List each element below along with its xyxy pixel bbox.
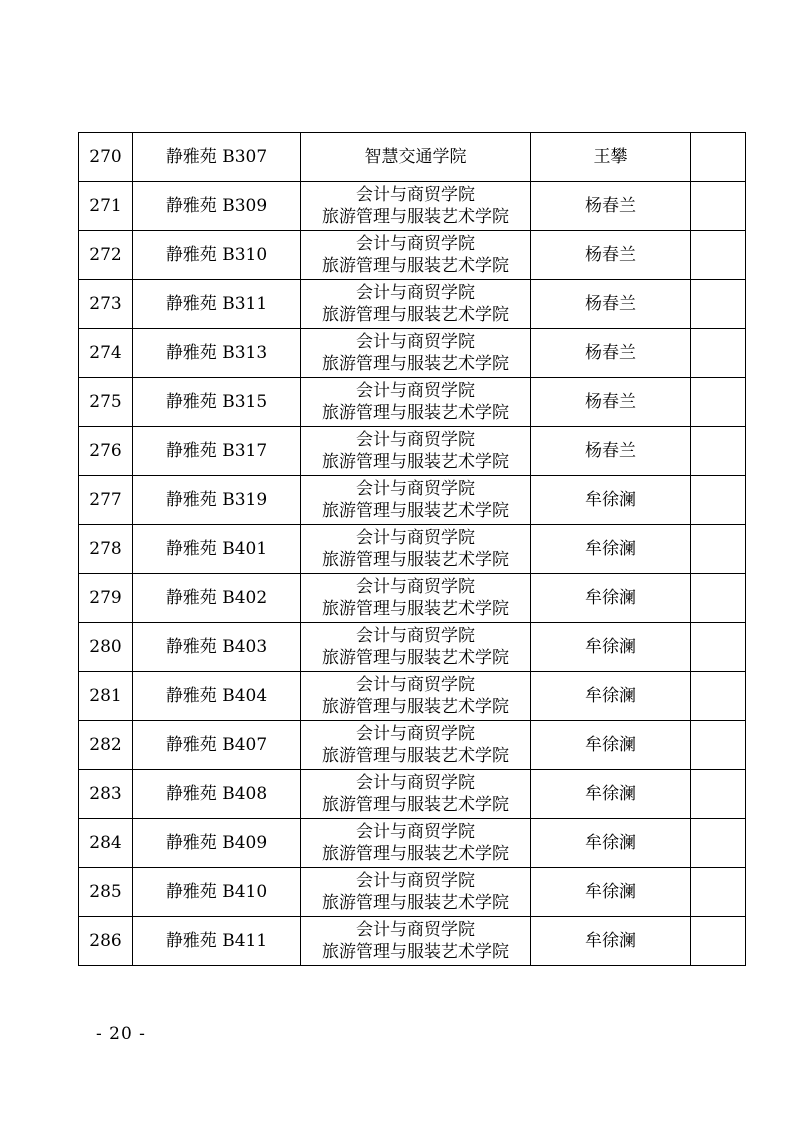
person-cell: 牟徐澜	[531, 770, 691, 819]
room-cell: 静雅苑 B411	[133, 917, 301, 966]
college-name: 会计与商贸学院	[356, 528, 475, 548]
college-name: 会计与商贸学院	[356, 283, 475, 303]
room-cell: 静雅苑 B403	[133, 623, 301, 672]
college-name: 旅游管理与服装艺术学院	[322, 403, 509, 423]
college-cell	[301, 476, 531, 525]
room-cell: 静雅苑 B313	[133, 329, 301, 378]
college-name: 会计与商贸学院	[356, 381, 475, 401]
note-cell	[691, 868, 746, 917]
page-number: - 20 -	[96, 1024, 146, 1044]
college-cell	[301, 917, 531, 966]
table-row	[79, 427, 746, 476]
college-cell	[301, 329, 531, 378]
note-cell	[691, 770, 746, 819]
college-name: 会计与商贸学院	[356, 871, 475, 891]
note-cell	[691, 329, 746, 378]
person-cell: 杨春兰	[531, 378, 691, 427]
college-name: 会计与商贸学院	[356, 920, 475, 940]
college-cell	[301, 427, 531, 476]
person-cell: 牟徐澜	[531, 917, 691, 966]
college-name: 会计与商贸学院	[356, 822, 475, 842]
college-cell	[301, 672, 531, 721]
college-name: 旅游管理与服装艺术学院	[322, 501, 509, 521]
row-number-cell: 274	[79, 329, 133, 378]
person-cell: 杨春兰	[531, 329, 691, 378]
room-cell: 静雅苑 B307	[133, 133, 301, 182]
college-cell	[301, 770, 531, 819]
note-cell	[691, 721, 746, 770]
note-cell	[691, 623, 746, 672]
note-cell	[691, 917, 746, 966]
row-number-cell: 284	[79, 819, 133, 868]
note-cell	[691, 231, 746, 280]
room-cell: 静雅苑 B407	[133, 721, 301, 770]
college-name: 旅游管理与服装艺术学院	[322, 844, 509, 864]
college-name: 会计与商贸学院	[356, 724, 475, 744]
college-name: 会计与商贸学院	[356, 185, 475, 205]
person-cell: 牟徐澜	[531, 476, 691, 525]
college-name: 会计与商贸学院	[356, 773, 475, 793]
college-cell	[301, 280, 531, 329]
row-number-cell: 272	[79, 231, 133, 280]
college-name: 旅游管理与服装艺术学院	[322, 648, 509, 668]
person-cell: 牟徐澜	[531, 623, 691, 672]
college-name: 会计与商贸学院	[356, 479, 475, 499]
college-cell	[301, 819, 531, 868]
table-row	[79, 476, 746, 525]
college-cell	[301, 868, 531, 917]
college-name: 旅游管理与服装艺术学院	[322, 746, 509, 766]
college-cell	[301, 231, 531, 280]
room-cell: 静雅苑 B402	[133, 574, 301, 623]
table-row	[79, 770, 746, 819]
college-name: 旅游管理与服装艺术学院	[322, 550, 509, 570]
person-cell: 杨春兰	[531, 182, 691, 231]
row-number-cell: 276	[79, 427, 133, 476]
room-cell: 静雅苑 B309	[133, 182, 301, 231]
table-row	[79, 133, 746, 182]
room-cell: 静雅苑 B404	[133, 672, 301, 721]
college-name: 旅游管理与服装艺术学院	[322, 452, 509, 472]
note-cell	[691, 525, 746, 574]
college-name: 旅游管理与服装艺术学院	[322, 599, 509, 619]
table-body	[79, 133, 746, 966]
college-name: 会计与商贸学院	[356, 332, 475, 352]
college-cell	[301, 182, 531, 231]
room-cell: 静雅苑 B317	[133, 427, 301, 476]
person-cell: 牟徐澜	[531, 721, 691, 770]
college-name: 旅游管理与服装艺术学院	[322, 697, 509, 717]
table-row	[79, 525, 746, 574]
row-number-cell: 271	[79, 182, 133, 231]
person-cell: 王攀	[531, 133, 691, 182]
room-cell: 静雅苑 B408	[133, 770, 301, 819]
college-name: 智慧交通学院	[364, 147, 467, 167]
row-number-cell: 281	[79, 672, 133, 721]
college-cell	[301, 623, 531, 672]
table-row	[79, 231, 746, 280]
college-name: 旅游管理与服装艺术学院	[322, 893, 509, 913]
college-name: 会计与商贸学院	[356, 577, 475, 597]
table-row	[79, 574, 746, 623]
room-cell: 静雅苑 B409	[133, 819, 301, 868]
table-row	[79, 672, 746, 721]
note-cell	[691, 182, 746, 231]
note-cell	[691, 133, 746, 182]
person-cell: 杨春兰	[531, 427, 691, 476]
note-cell	[691, 280, 746, 329]
table-row	[79, 182, 746, 231]
person-cell: 杨春兰	[531, 280, 691, 329]
college-name: 会计与商贸学院	[356, 626, 475, 646]
college-name: 旅游管理与服装艺术学院	[322, 795, 509, 815]
college-cell	[301, 525, 531, 574]
note-cell	[691, 378, 746, 427]
college-name: 旅游管理与服装艺术学院	[322, 305, 509, 325]
college-cell	[301, 574, 531, 623]
row-number-cell: 280	[79, 623, 133, 672]
row-number-cell: 273	[79, 280, 133, 329]
person-cell: 牟徐澜	[531, 525, 691, 574]
room-cell: 静雅苑 B410	[133, 868, 301, 917]
room-cell: 静雅苑 B319	[133, 476, 301, 525]
row-number-cell: 270	[79, 133, 133, 182]
row-number-cell: 275	[79, 378, 133, 427]
room-cell: 静雅苑 B401	[133, 525, 301, 574]
row-number-cell: 279	[79, 574, 133, 623]
row-number-cell: 283	[79, 770, 133, 819]
row-number-cell: 277	[79, 476, 133, 525]
table-row	[79, 917, 746, 966]
person-cell: 牟徐澜	[531, 819, 691, 868]
room-cell: 静雅苑 B315	[133, 378, 301, 427]
row-number-cell: 286	[79, 917, 133, 966]
college-name: 会计与商贸学院	[356, 234, 475, 254]
person-cell: 牟徐澜	[531, 868, 691, 917]
row-number-cell: 285	[79, 868, 133, 917]
table-row	[79, 329, 746, 378]
person-cell: 杨春兰	[531, 231, 691, 280]
room-cell: 静雅苑 B310	[133, 231, 301, 280]
note-cell	[691, 672, 746, 721]
table-row	[79, 378, 746, 427]
college-name: 会计与商贸学院	[356, 430, 475, 450]
row-number-cell: 278	[79, 525, 133, 574]
college-name: 旅游管理与服装艺术学院	[322, 256, 509, 276]
table-row	[79, 868, 746, 917]
table-row	[79, 721, 746, 770]
person-cell: 牟徐澜	[531, 574, 691, 623]
college-cell	[301, 378, 531, 427]
college-name: 旅游管理与服装艺术学院	[322, 942, 509, 962]
note-cell	[691, 574, 746, 623]
table-row	[79, 623, 746, 672]
table-row	[79, 819, 746, 868]
table-row	[79, 280, 746, 329]
note-cell	[691, 427, 746, 476]
person-cell: 牟徐澜	[531, 672, 691, 721]
assignment-table	[78, 132, 746, 966]
college-cell	[301, 133, 531, 182]
college-name: 旅游管理与服装艺术学院	[322, 354, 509, 374]
college-name: 会计与商贸学院	[356, 675, 475, 695]
row-number-cell: 282	[79, 721, 133, 770]
note-cell	[691, 476, 746, 525]
room-cell: 静雅苑 B311	[133, 280, 301, 329]
note-cell	[691, 819, 746, 868]
college-name: 旅游管理与服装艺术学院	[322, 207, 509, 227]
college-cell	[301, 721, 531, 770]
